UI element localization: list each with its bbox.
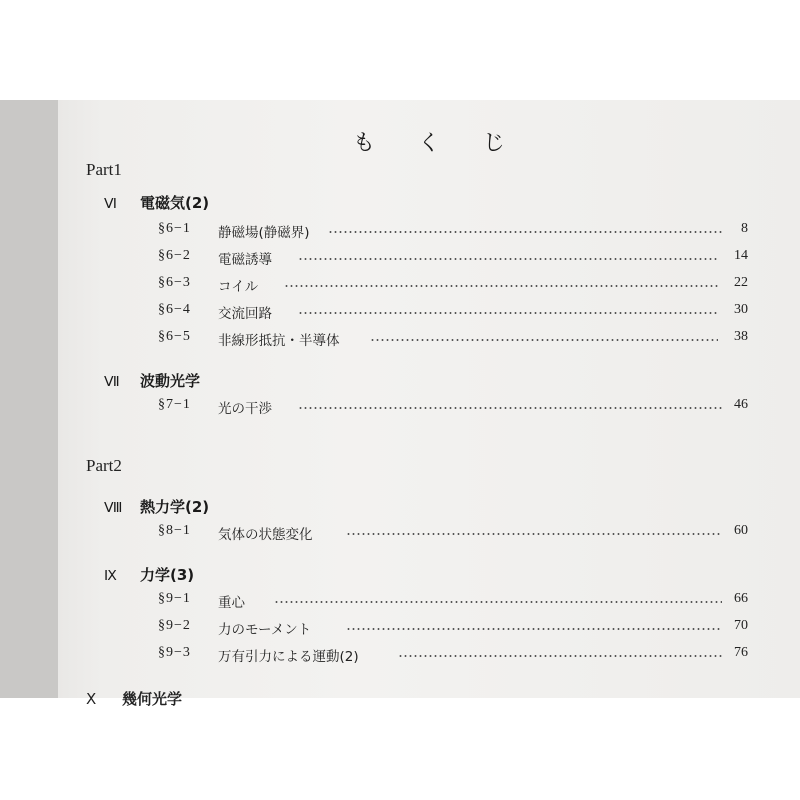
dot-leader [398,655,722,657]
chapter-number: Ⅶ [104,375,120,390]
section-number: §9−3 [158,645,191,660]
chapter-title: 幾何光学 [122,690,183,708]
page-number: 60 [734,523,748,538]
chapter-number: Ⅸ [104,569,117,584]
toc-entry [158,618,748,640]
toc-entry [158,397,748,419]
dot-leader [284,285,718,287]
part-heading: Part1 [86,160,122,179]
toc-entry [158,645,748,667]
chapter-heading [104,564,194,585]
section-number: §9−1 [158,591,191,606]
section-number: §6−4 [158,302,191,317]
chapter-heading [104,192,209,213]
toc-entry [158,329,748,351]
section-number: §9−2 [158,618,191,633]
dot-leader [346,628,722,630]
chapter-title: 電磁気(2) [140,194,210,212]
dot-leader [370,339,718,341]
section-title: 非線形抵抗・半導体 [218,333,340,349]
chapter-heading-cut [86,688,182,709]
chapter-number: Ⅹ [86,692,97,708]
part-heading: Part2 [86,456,122,475]
page-number: 76 [734,645,748,660]
chapter-number: Ⅵ [104,197,117,212]
page-title: も く じ [353,131,523,156]
page-number: 66 [734,591,748,606]
section-title: 静磁場(静磁界) [218,225,310,241]
page-number: 38 [734,329,748,344]
section-title: 光の干渉 [218,401,272,417]
toc-entry [158,275,748,297]
toc-entry [158,221,748,243]
page-number: 70 [734,618,748,633]
section-title: 力のモーメント [218,622,312,638]
section-number: §6−3 [158,275,191,290]
page-number: 22 [734,275,748,290]
chapter-title: 力学(3) [140,566,195,584]
section-number: §6−1 [158,221,191,236]
toc-entry [158,523,748,545]
dot-leader [298,258,718,260]
chapter-title: 熱力学(2) [140,498,210,516]
toc-entry [158,591,748,613]
page-number: 8 [741,221,748,236]
chapter-title: 波動光学 [140,372,201,390]
section-title: 重心 [218,595,245,611]
toc-entry [158,302,748,324]
dot-leader [298,312,718,314]
section-number: §6−2 [158,248,191,263]
section-number: §7−1 [158,397,191,412]
dot-leader [298,407,722,409]
section-title: 気体の状態変化 [218,527,313,543]
chapter-heading [104,496,209,517]
section-title: 万有引力による運動(2) [218,649,359,665]
dot-leader [328,231,722,233]
page-number: 30 [734,302,748,317]
section-title: 電磁誘導 [218,252,272,268]
table-of-contents-page [58,100,800,708]
section-number: §6−5 [158,329,191,344]
chapter-heading [104,370,200,391]
chapter-number: Ⅷ [104,501,123,516]
dot-leader [274,601,722,603]
section-title: コイル [218,279,259,295]
section-number: §8−1 [158,523,191,538]
page-number: 46 [734,397,748,412]
page-number: 14 [734,248,748,263]
toc-entry [158,248,748,270]
section-title: 交流回路 [218,306,272,322]
book-photo [0,100,800,708]
dot-leader [346,533,722,535]
